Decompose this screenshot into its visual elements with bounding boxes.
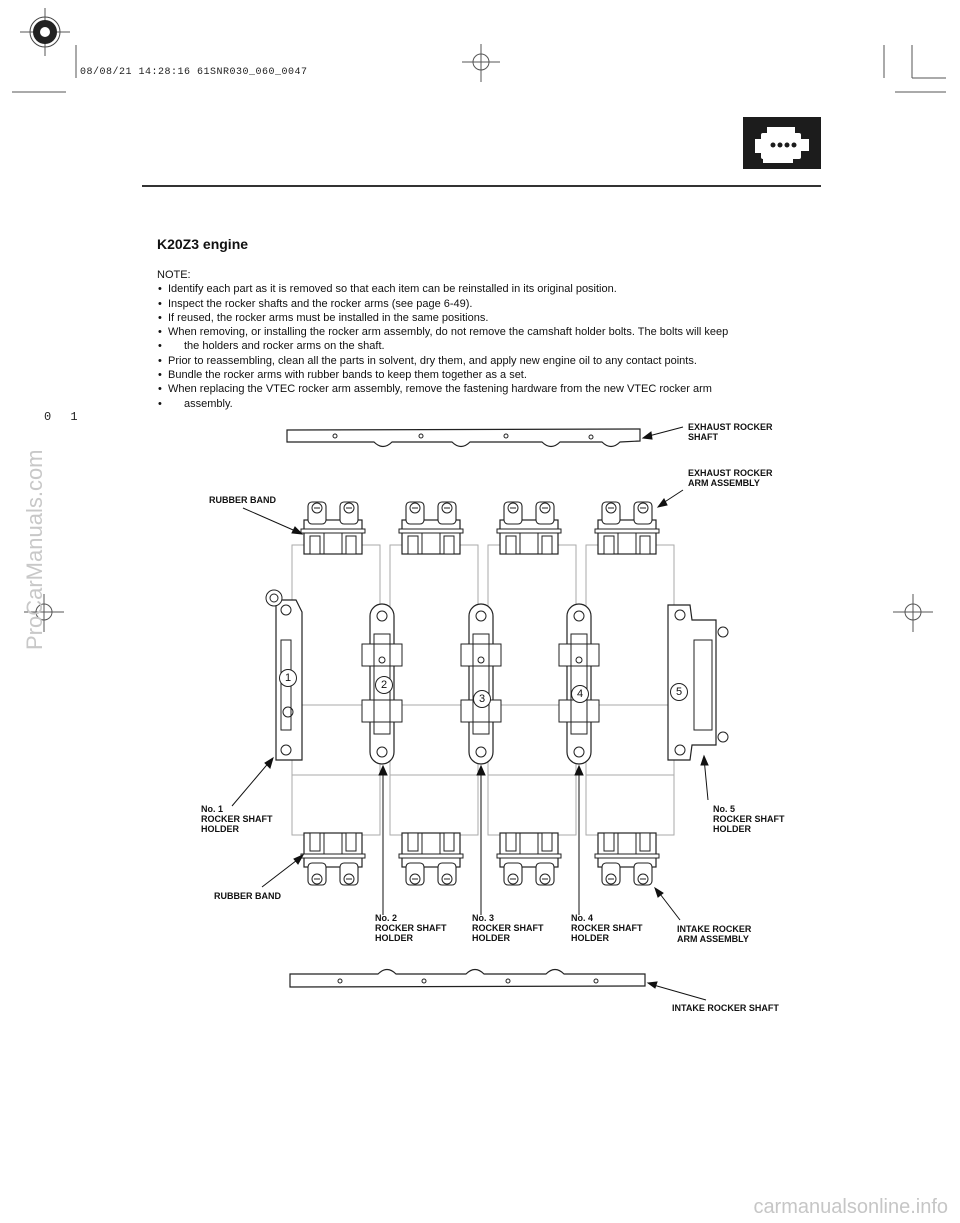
- callout-rubber-band-bottom: RUBBER BAND: [214, 891, 281, 901]
- note-item: • Bundle the rocker arms with rubber bands to keep them together as a set.: [157, 368, 817, 382]
- callout-holder-3: No. 3 ROCKER SHAFT HOLDER: [472, 913, 544, 943]
- note-label: NOTE:: [157, 269, 191, 281]
- note-item: • When replacing the VTEC rocker arm assembly, remove the fastening hardware from the new VTEC rocker arm: [157, 382, 817, 396]
- section-title: K20Z3 engine: [157, 236, 249, 252]
- holder-number-5: 5: [670, 683, 688, 701]
- exhaust-rocker-arm-assembly: [301, 502, 659, 554]
- print-stamp: 08/08/21 14:28:16 61SNR030_060_0047: [80, 67, 308, 78]
- callout-holder-5: No. 5 ROCKER SHAFT HOLDER: [713, 804, 785, 834]
- watermark-bottom: carmanualsonline.info: [753, 1196, 948, 1218]
- note-item: • When removing, or installing the rocker arm assembly, do not remove the camshaft holder bolts. The bolts will keep: [157, 325, 817, 339]
- note-item: • If reused, the rocker arms must be installed in the same positions.: [157, 311, 817, 325]
- callout-exhaust-rocker-arm-assembly: EXHAUST ROCKER ARM ASSEMBLY: [688, 468, 773, 488]
- callout-holder-4: No. 4 ROCKER SHAFT HOLDER: [571, 913, 643, 943]
- callout-intake-rocker-shaft: INTAKE ROCKER SHAFT: [672, 1003, 779, 1013]
- rocker-shaft-holder-4: [559, 604, 599, 764]
- holder-number-2: 2: [375, 676, 393, 694]
- callout-intake-rocker-arm-assembly: INTAKE ROCKER ARM ASSEMBLY: [677, 924, 752, 944]
- intake-rocker-shaft: [290, 970, 645, 988]
- note-continuation: • the holders and rocker arms on the shaft.: [157, 339, 817, 353]
- callout-rubber-band-top: RUBBER BAND: [209, 495, 276, 505]
- note-item: • Identify each part as it is removed so that each item can be reinstalled in its original position.: [157, 282, 817, 296]
- intake-rocker-arm-assembly: [301, 833, 659, 885]
- callout-holder-1: No. 1 ROCKER SHAFT HOLDER: [201, 804, 273, 834]
- holder-number-4: 4: [571, 685, 589, 703]
- exhaust-rocker-shaft: [287, 429, 640, 447]
- holder-number-1: 1: [279, 669, 297, 687]
- note-item: • Inspect the rocker shafts and the rocker arms (see page 6-49).: [157, 297, 817, 311]
- rocker-shaft-holder-3: [461, 604, 501, 764]
- callout-holder-2: No. 2 ROCKER SHAFT HOLDER: [375, 913, 447, 943]
- holder-number-3: 3: [473, 690, 491, 708]
- note-continuation: • assembly.: [157, 397, 817, 411]
- note-item: • Prior to reassembling, clean all the parts in solvent, dry them, and apply new engine oil to any contact points.: [157, 354, 817, 368]
- side-marker: 0 1: [44, 410, 84, 424]
- callout-exhaust-rocker-shaft: EXHAUST ROCKER SHAFT: [688, 422, 773, 442]
- watermark-side: ProCarManuals.com: [22, 449, 47, 650]
